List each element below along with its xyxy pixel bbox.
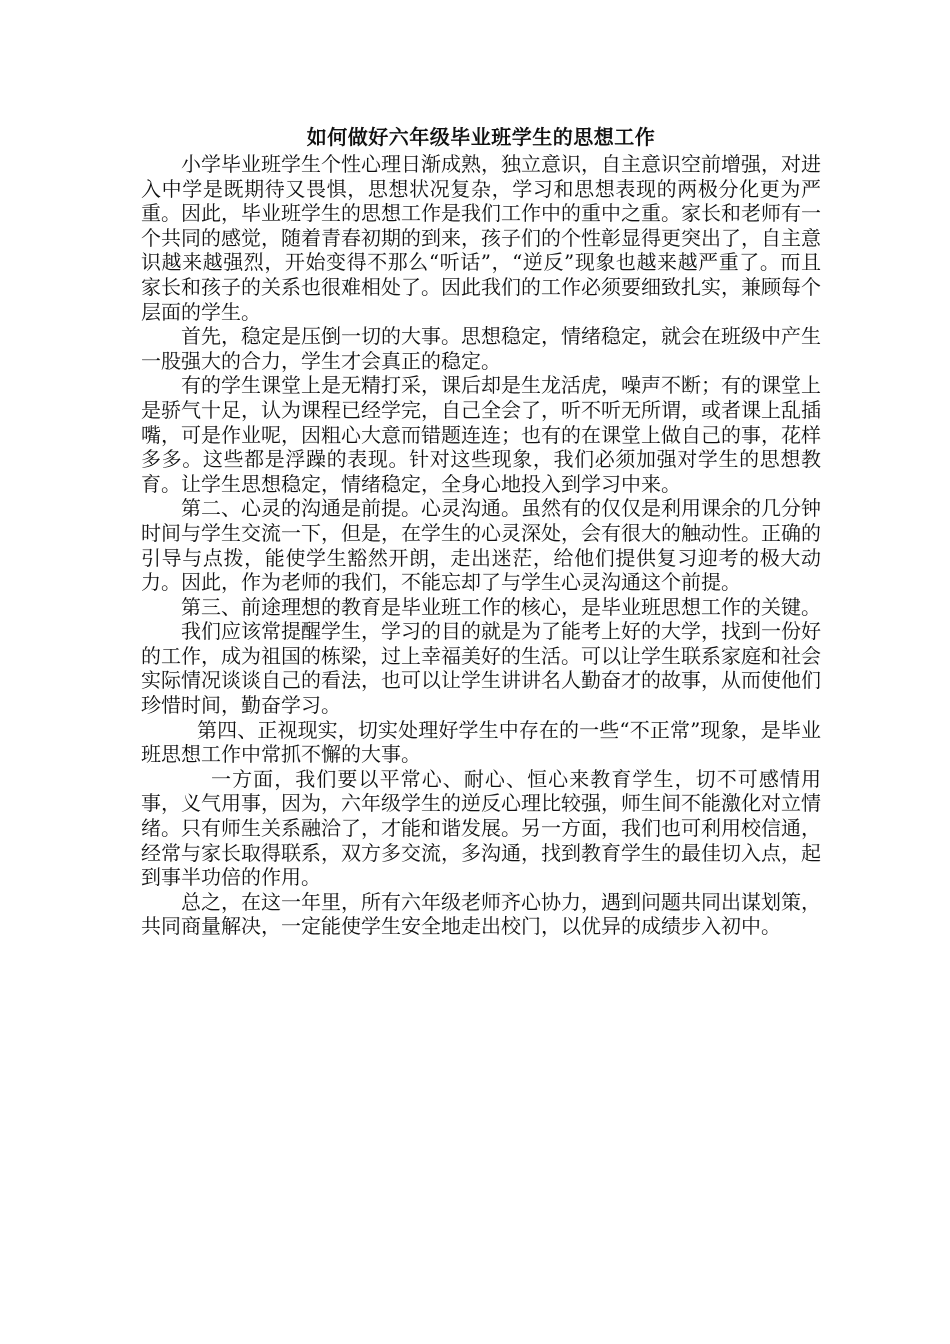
document-body [141,124,821,939]
paragraph-second-point: 第二、心灵的沟通是前提。心灵沟通。虽然有的仅仅是利用课余的几分钟时间与学生交流一下，但是，在学生的心灵深处，会有很大的触动性。正确的引导与点拨，能使学生豁然开朗，走出迷茫，给他们提供复习迎考的极大动力。因此，作为老师的我们，不能忘却了与学生心灵沟通这个前提。 [141,496,821,595]
paragraph-first-point-detail: 有的学生课堂上是无精打采，课后却是生龙活虎，噪声不断；有的课堂上是骄气十足，认为课程已经学完，自己全会了，听不听无所谓，或者课上乱插嘴，可是作业呢，因粗心大意而错题连连；也有的在课堂上做自己的事，花样多多。这些都是浮躁的表现。针对这些现象，我们必须加强对学生的思想教育。让学生思想稳定，情绪稳定，全身心地投入到学习中来。 [141,373,821,496]
document-title: 如何做好六年级毕业班学生的思想工作 [306,125,656,149]
paragraph-third-point-detail: 我们应该常提醒学生，学习的目的就是为了能考上好的大学，找到一份好的工作，成为祖国的栋梁，过上幸福美好的生活。可以让学生联系家庭和社会实际情况谈谈自己的看法，也可以让学生讲讲名人勤奋才的故事，从而使他们珍惜时间，勤奋学习。 [141,619,821,718]
paragraph-fourth-point: 第四、正视现实，切实处理好学生中存在的一些“不正常”现象，是毕业班思想工作中常抓不懈的大事。 [141,717,821,767]
paragraph-third-point: 第三、前途理想的教育是毕业班工作的核心，是毕业班思想工作的关键。 [181,594,821,619]
paragraph-fourth-point-detail: 一方面，我们要以平常心、耐心、恒心来教育学生，切不可感情用事，义气用事，因为，六年级学生的逆反心理比较强，师生间不能激化对立情绪。只有师生关系融洽了，才能和谐发展。另一方面，我们也可利用校信通，经常与家长取得联系，双方多交流，多沟通，找到教育学生的最佳切入点，起到事半功倍的作用。 [141,766,821,890]
paragraph-first-point: 首先，稳定是压倒一切的大事。思想稳定，情绪稳定，就会在班级中产生一股强大的合力，学生才会真正的稳定。 [141,324,821,373]
paragraph-conclusion: 总之，在这一年里，所有六年级老师齐心协力，遇到问题共同出谋划策，共同商量解决，一定能使学生安全地走出校门，以优异的成绩步入初中。 [141,889,821,939]
paragraph-intro: 小学毕业班学生个性心理日渐成熟，独立意识，自主意识空前增强，对进入中学是既期待又畏惧，思想状况复杂，学习和思想表现的两极分化更为严重。因此，毕业班学生的思想工作是我们工作中的重中之重。家长和老师有一个共同的感觉，随着青春初期的到来，孩子们的个性彰显得更突出了，自主意识越来越强烈，开始变得不那么“听话”，“逆反”现象也越来越严重了。而且家长和孩子的关系也很难相处了。因此我们的工作必须要细致扎实，兼顾每个层面的学生。 [141,152,821,324]
